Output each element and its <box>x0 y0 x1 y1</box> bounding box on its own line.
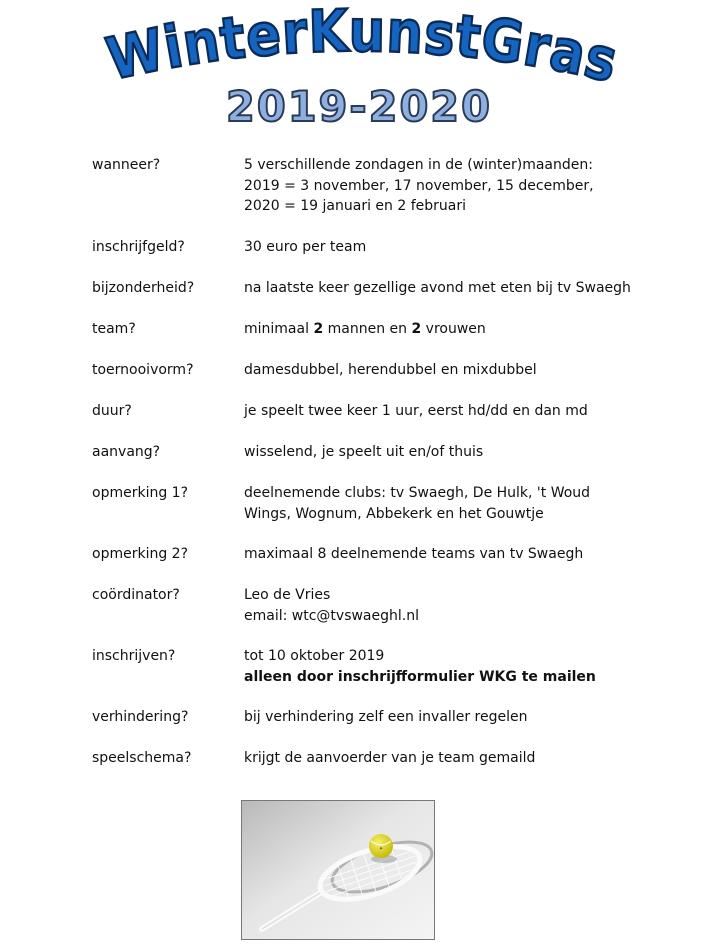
value-line: deelnemende clubs: tv Swaegh, De Hulk, 't Woud <box>244 485 591 501</box>
row-label: toernooivorm? <box>92 362 194 378</box>
value-line: wisselend, je speelt uit en/of thuis <box>244 444 484 460</box>
value-line: 2020 = 19 januari en 2 februari <box>244 198 466 214</box>
row-value <box>244 483 590 524</box>
value-line-bold: alleen door inschrijfformulier WKG te mailen <box>244 668 596 685</box>
title-graphic <box>0 0 705 140</box>
page-title: WinterKunstGras <box>100 0 629 97</box>
value-line: damesdubbel, herendubbel en mixdubbel <box>244 362 537 378</box>
value-line: bij verhindering zelf een invaller regelen <box>244 709 528 725</box>
row-label: wanneer? <box>92 157 161 173</box>
row-value <box>244 646 596 687</box>
row-label: team? <box>92 321 136 337</box>
value-line: Leo de Vries <box>244 587 331 603</box>
value-text: mannen en <box>323 321 412 337</box>
row-value <box>244 237 366 258</box>
value-line: 30 euro per team <box>244 239 367 255</box>
tennis-racket-image <box>242 801 434 939</box>
row-label: inschrijfgeld? <box>92 239 185 255</box>
value-line: 5 verschillende zondagen in de (winter)maanden: <box>244 157 593 173</box>
row-value <box>244 585 419 626</box>
row-value <box>244 748 535 769</box>
row-label: verhindering? <box>92 709 189 725</box>
row-label: opmerking 2? <box>92 546 189 562</box>
value-count-men: 2 <box>313 321 324 337</box>
row-value <box>244 544 583 565</box>
value-text: minimaal <box>244 321 314 337</box>
value-line: maximaal 8 deelnemende teams van tv Swaegh <box>244 546 584 562</box>
value-line: na laatste keer gezellige avond met eten bij tv Swaegh <box>244 280 631 296</box>
row-value <box>244 442 483 463</box>
row-label: duur? <box>92 403 132 419</box>
value-line: Wings, Wognum, Abbekerk en het Gouwtje <box>244 505 544 522</box>
row-value <box>244 278 631 299</box>
row-label: opmerking 1? <box>92 485 189 501</box>
row-value <box>244 401 588 422</box>
value-count-women: 2 <box>411 321 422 337</box>
row-label: bijzonderheid? <box>92 280 195 296</box>
header <box>0 0 705 140</box>
row-label: coördinator? <box>92 587 180 603</box>
row-label: inschrijven? <box>92 648 176 664</box>
row-value <box>244 360 537 381</box>
value-line: 2019 = 3 november, 17 november, 15 december, <box>244 177 594 194</box>
season-title: 2019-2020 <box>226 82 492 131</box>
row-value <box>244 319 486 340</box>
row-label: speelschema? <box>92 750 192 766</box>
svg-text:✦: ✦ <box>378 846 384 852</box>
row-label: aanvang? <box>92 444 161 460</box>
value-line: je speelt twee keer 1 uur, eerst hd/dd en dan md <box>244 403 588 419</box>
email-text: email: wtc@tvswaeghl.nl <box>244 607 419 624</box>
tennis-photo <box>241 800 435 940</box>
row-value <box>244 155 594 217</box>
value-line: krijgt de aanvoerder van je team gemaild <box>244 750 536 766</box>
value-line: tot 10 oktober 2019 <box>244 648 385 664</box>
value-text: vrouwen <box>421 321 486 337</box>
row-value <box>244 707 527 728</box>
